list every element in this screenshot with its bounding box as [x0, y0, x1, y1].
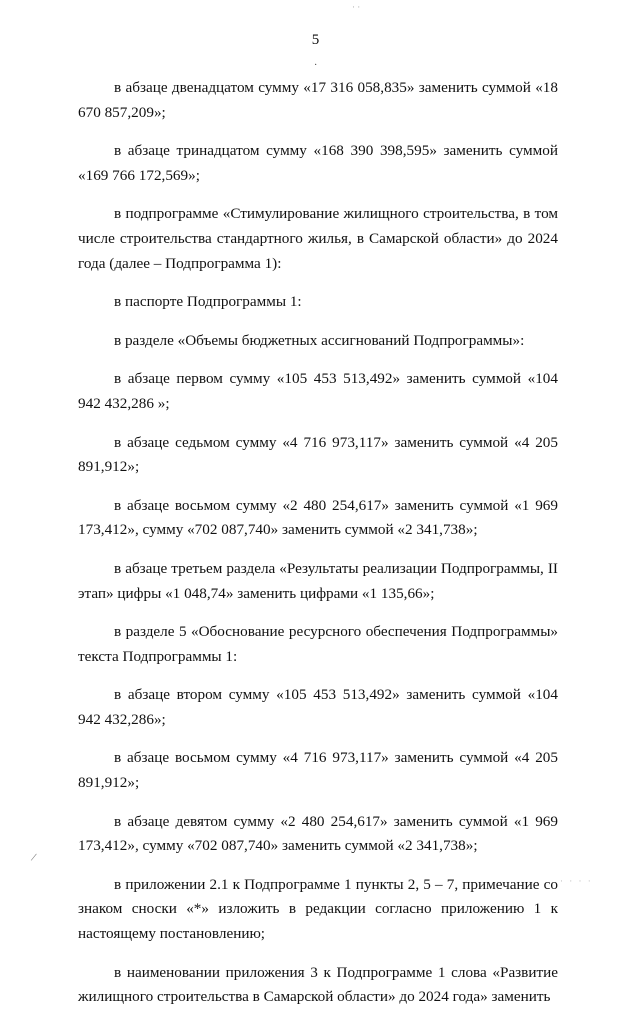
paragraph: в разделе «Объемы бюджетных ассигнований Подпрограммы»: [114, 331, 525, 349]
scan-dots: · · [352, 2, 361, 12]
page-number: 5 [311, 32, 320, 48]
paragraph: в разделе 5 «Обоснование ресурсного обеспечения Подпрограммы» текста Подпрограммы 1: [78, 623, 558, 665]
scan-mark: · [314, 60, 318, 71]
paragraph: в абзаце седьмом сумму «4 716 973,117» заменить суммой «4 205 891,912»; [78, 433, 558, 476]
paragraph: в абзаце девятом сумму «2 480 254,617» заменить суммой «1 969 173,412», сумму «702 087,740» заменить суммой «2 341,738»; [78, 812, 558, 855]
document-body [78, 76, 558, 1024]
margin-mark: / [29, 849, 38, 865]
paragraph: в абзаце двенадцатом сумму «17 316 058,835» заменить суммой «18 670 857,209»; [78, 79, 558, 121]
paragraph: в абзаце тринадцатом сумму «168 390 398,595» заменить суммой «169 766 172,569»; [78, 142, 558, 184]
paragraph: в приложении 2.1 к Подпрограмме 1 пункты 2, 5 – 7, примечание со знаком сноски «*» изложить в редакции согласно приложению 1 к настоящему постановлению; [78, 875, 558, 943]
paragraph: в абзаце первом сумму «105 453 513,492» заменить суммой «104 942 432,286 »; [78, 370, 558, 412]
paragraph: в абзаце втором сумму «105 453 513,492» заменить суммой «104 942 432,286»; [78, 686, 558, 728]
paragraph: в подпрограмме «Стимулирование жилищного строительства, в том числе строительства стандартного жилья, в Самарской области» до 2024 года (далее – Подпрограмма 1): [78, 205, 558, 272]
paragraph: в абзаце третьем раздела «Результаты реализации Подпрограммы, II этап» цифры «1 048,74» заменить цифрами «1 135,66»; [78, 559, 558, 602]
scan-dots: · · · · [560, 876, 593, 886]
paragraph: в абзаце восьмом сумму «2 480 254,617» заменить суммой «1 969 173,412», сумму «702 087,740» заменить суммой «2 341,738»; [78, 496, 558, 539]
paragraph: в наименовании приложения 3 к Подпрограмме 1 слова «Развитие жилищного строительства в Самарской области» до 2024 года» заменить [78, 963, 558, 1006]
paragraph: в паспорте Подпрограммы 1: [114, 293, 302, 311]
paragraph: в абзаце восьмом сумму «4 716 973,117» заменить суммой «4 205 891,912»; [78, 749, 558, 792]
